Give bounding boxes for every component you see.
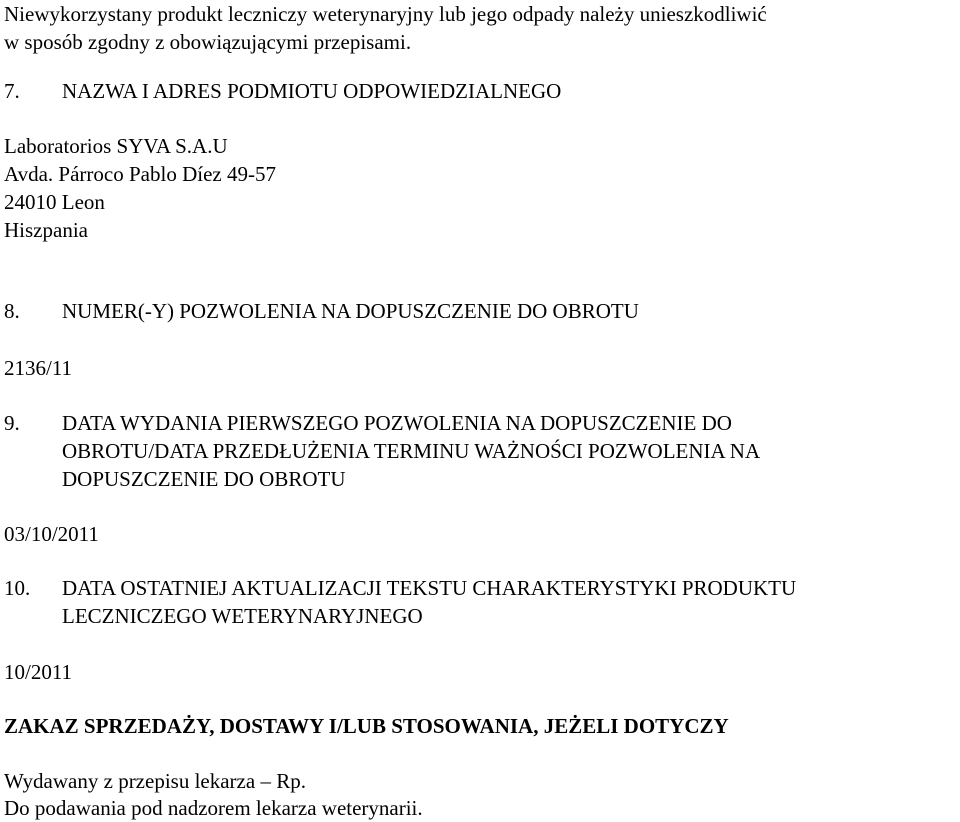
section-7-heading <box>4 77 561 105</box>
section-10-heading <box>4 574 796 602</box>
section-9-heading <box>4 409 732 437</box>
section-10-title-line-2: LECZNICZEGO WETERYNARYJNEGO <box>62 604 423 628</box>
section-9-title-line-2: OBROTU/DATA PRZEDŁUŻENIA TERMINU WAŻNOŚCI POZWOLENIA NA <box>62 439 761 463</box>
company-name: Laboratorios SYVA S.A.U <box>4 134 228 158</box>
section-9-title-line-3: DOPUSZCZENIE DO OBROTU <box>62 467 346 491</box>
disposal-text-line-2: w sposób zgodny z obowiązującymi przepisami. <box>4 30 412 54</box>
company-postal-city: 24010 Leon <box>4 190 105 214</box>
company-street: Avda. Párroco Pablo Díez 49-57 <box>4 162 276 186</box>
section-8-title: NUMER(-Y) POZWOLENIA NA DOPUSZCZENIE DO OBROTU <box>62 299 639 323</box>
disposal-text-line-1: Niewykorzystany produkt leczniczy weterynaryjny lub jego odpady należy unieszkodliwić <box>4 2 767 26</box>
section-7-number: 7. <box>4 79 20 103</box>
section-10-title-line-1: DATA OSTATNIEJ AKTUALIZACJI TEKSTU CHARAKTERYSTYKI PRODUKTU <box>62 576 797 600</box>
restriction-heading: ZAKAZ SPRZEDAŻY, DOSTAWY I/LUB STOSOWANIA, JEŻELI DOTYCZY <box>4 714 729 738</box>
section-9-number: 9. <box>4 411 20 435</box>
first-authorisation-date: 03/10/2011 <box>4 522 99 546</box>
section-9-title-line-1: DATA WYDANIA PIERWSZEGO POZWOLENIA NA DOPUSZCZENIE DO <box>62 411 732 435</box>
prescription-status: Wydawany z przepisu lekarza – Rp. <box>4 769 306 793</box>
administration-note: Do podawania pod nadzorem lekarza weterynarii. <box>4 796 423 820</box>
section-8-number: 8. <box>4 299 20 323</box>
section-7-title: NAZWA I ADRES PODMIOTU ODPOWIEDZIALNEGO <box>62 79 562 103</box>
section-8-heading <box>4 297 639 325</box>
company-country: Hiszpania <box>4 218 88 242</box>
revision-date: 10/2011 <box>4 660 73 684</box>
section-10-number: 10. <box>4 576 31 600</box>
authorisation-number: 2136/11 <box>4 356 73 380</box>
